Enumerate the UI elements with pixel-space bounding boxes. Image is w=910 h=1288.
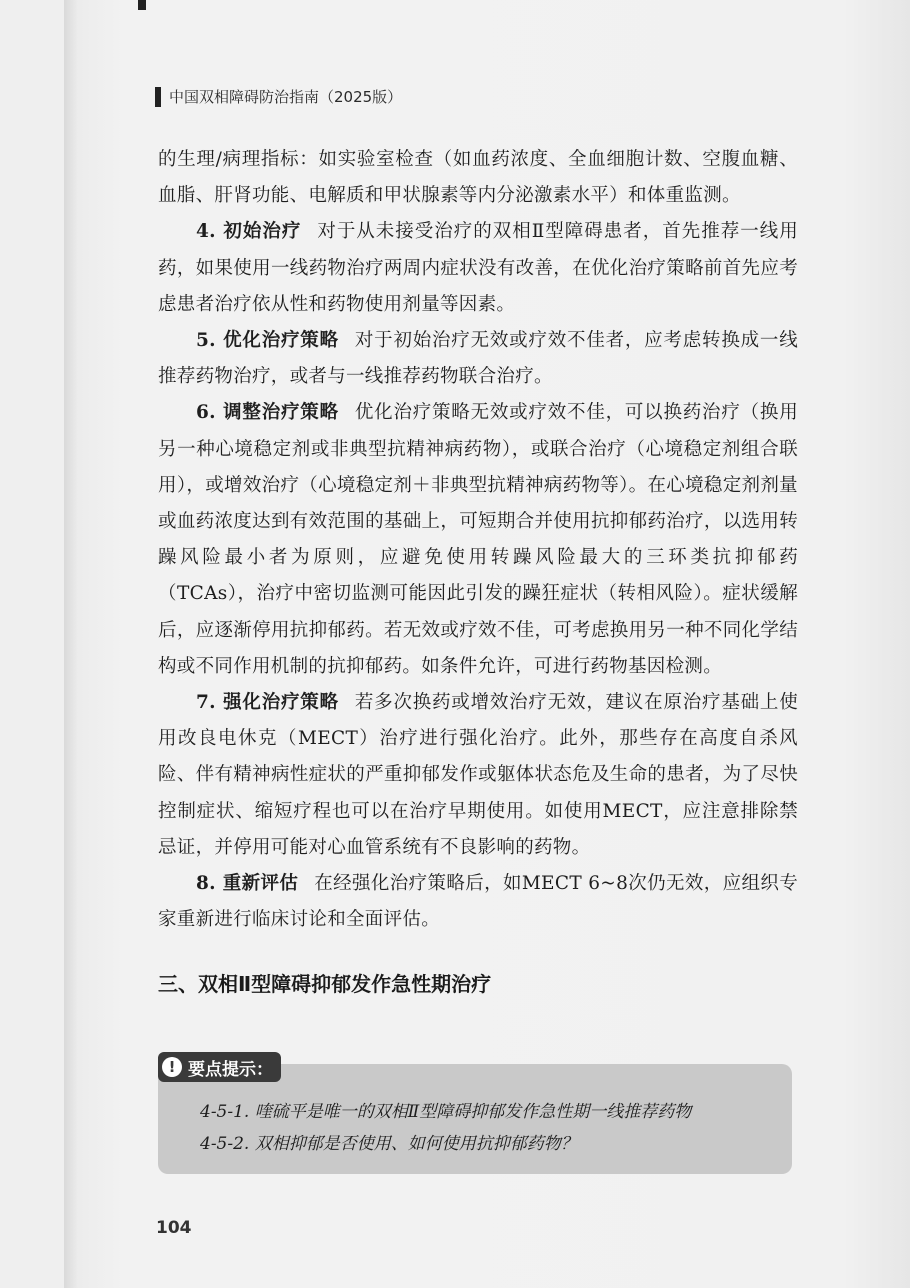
running-header [155, 86, 402, 107]
paragraph-heading: 6. 调整治疗策略 [196, 402, 339, 424]
paragraph-text: 的生理/病理指标：如实验室检查（如血药浓度、全血细胞计数、空腹血糖、血脂、肝肾功能、电解质和甲状腺素等内分泌激素水平）和体重监测。 [158, 149, 798, 207]
paragraph-reassess [158, 866, 798, 938]
header-title: 中国双相障碍防治指南（2025版） [169, 88, 403, 106]
section-heading: 三、双相Ⅱ型障碍抑郁发作急性期治疗 [158, 972, 492, 996]
key-points-list [200, 1096, 790, 1160]
paragraph-adjust-strategy [158, 395, 798, 685]
key-points-label [158, 1052, 281, 1082]
paragraph-heading: 4. 初始治疗 [196, 221, 302, 243]
key-points-label-text: 要点提示： [188, 1059, 273, 1080]
paragraph-heading: 5. 优化治疗策略 [196, 330, 339, 352]
header-bar-icon [155, 87, 161, 107]
exclamation-icon: ! [162, 1057, 182, 1077]
paragraph-initial-treatment [158, 214, 798, 323]
paragraph-text: 若多次换药或增效治疗无效，建议在原治疗基础上使用改良电休克（MECT）治疗进行强化治疗。此外，那些存在高度自杀风险、伴有精神病性症状的严重抑郁发作或躯体状态危及生命的患者，为了尽快控制症状、缩短疗程也可以在治疗早期使用。如使用MECT，应注意排除禁忌证，并停用可能对心血管系统有不良影响的药物。 [158, 692, 798, 858]
page-number: 104 [156, 1218, 192, 1238]
paragraph-intensify-strategy [158, 685, 798, 866]
body-text [158, 142, 798, 938]
key-point-item: 4-5-2. 双相抑郁是否使用、如何使用抗抑郁药物？ [200, 1134, 578, 1154]
paragraph-text: 在经强化治疗策略后，如MECT 6~8次仍无效，应组织专家重新进行临床讨论和全面评估。 [158, 873, 798, 931]
paragraph-text: 对于初始治疗无效或疗效不佳者，应考虑转换成一线推荐药物治疗，或者与一线推荐药物联合治疗。 [158, 330, 798, 388]
corner-mark [138, 0, 146, 10]
paragraph-optimize-strategy [158, 323, 798, 395]
paragraph-text: 优化治疗策略无效或疗效不佳，可以换药治疗（换用另一种心境稳定剂或非典型抗精神病药物），或联合治疗（心境稳定剂组合联用），或增效治疗（心境稳定剂＋非典型抗精神病药物等）。在心境稳定剂剂量或血药浓度达到有效范围的基础上，可短期合并使用抗抑郁药治疗，以选用转躁风险最小者为原则，应避免使用转躁风险最大的三环类抗抑郁药（TCAs），治疗中密切监测可能因此引发的躁狂症状（转相风险）。症状缓解后，应逐渐停用抗抑郁药。若无效或疗效不佳，可考虑换用另一种不同化学结构或不同作用机制的抗抑郁药。如条件允许，可进行药物基因检测。 [158, 402, 798, 677]
paragraph-continuation [158, 142, 798, 214]
key-point-item: 4-5-1. 喹硫平是唯一的双相Ⅱ型障碍抑郁发作急性期一线推荐药物 [200, 1102, 692, 1122]
paragraph-heading: 8. 重新评估 [196, 873, 299, 895]
paragraph-text: 对于从未接受治疗的双相Ⅱ型障碍患者，首先推荐一线用药，如果使用一线药物治疗两周内症状没有改善，在优化治疗策略前首先应考虑患者治疗依从性和药物使用剂量等因素。 [158, 221, 799, 315]
paragraph-heading: 7. 强化治疗策略 [196, 692, 339, 714]
